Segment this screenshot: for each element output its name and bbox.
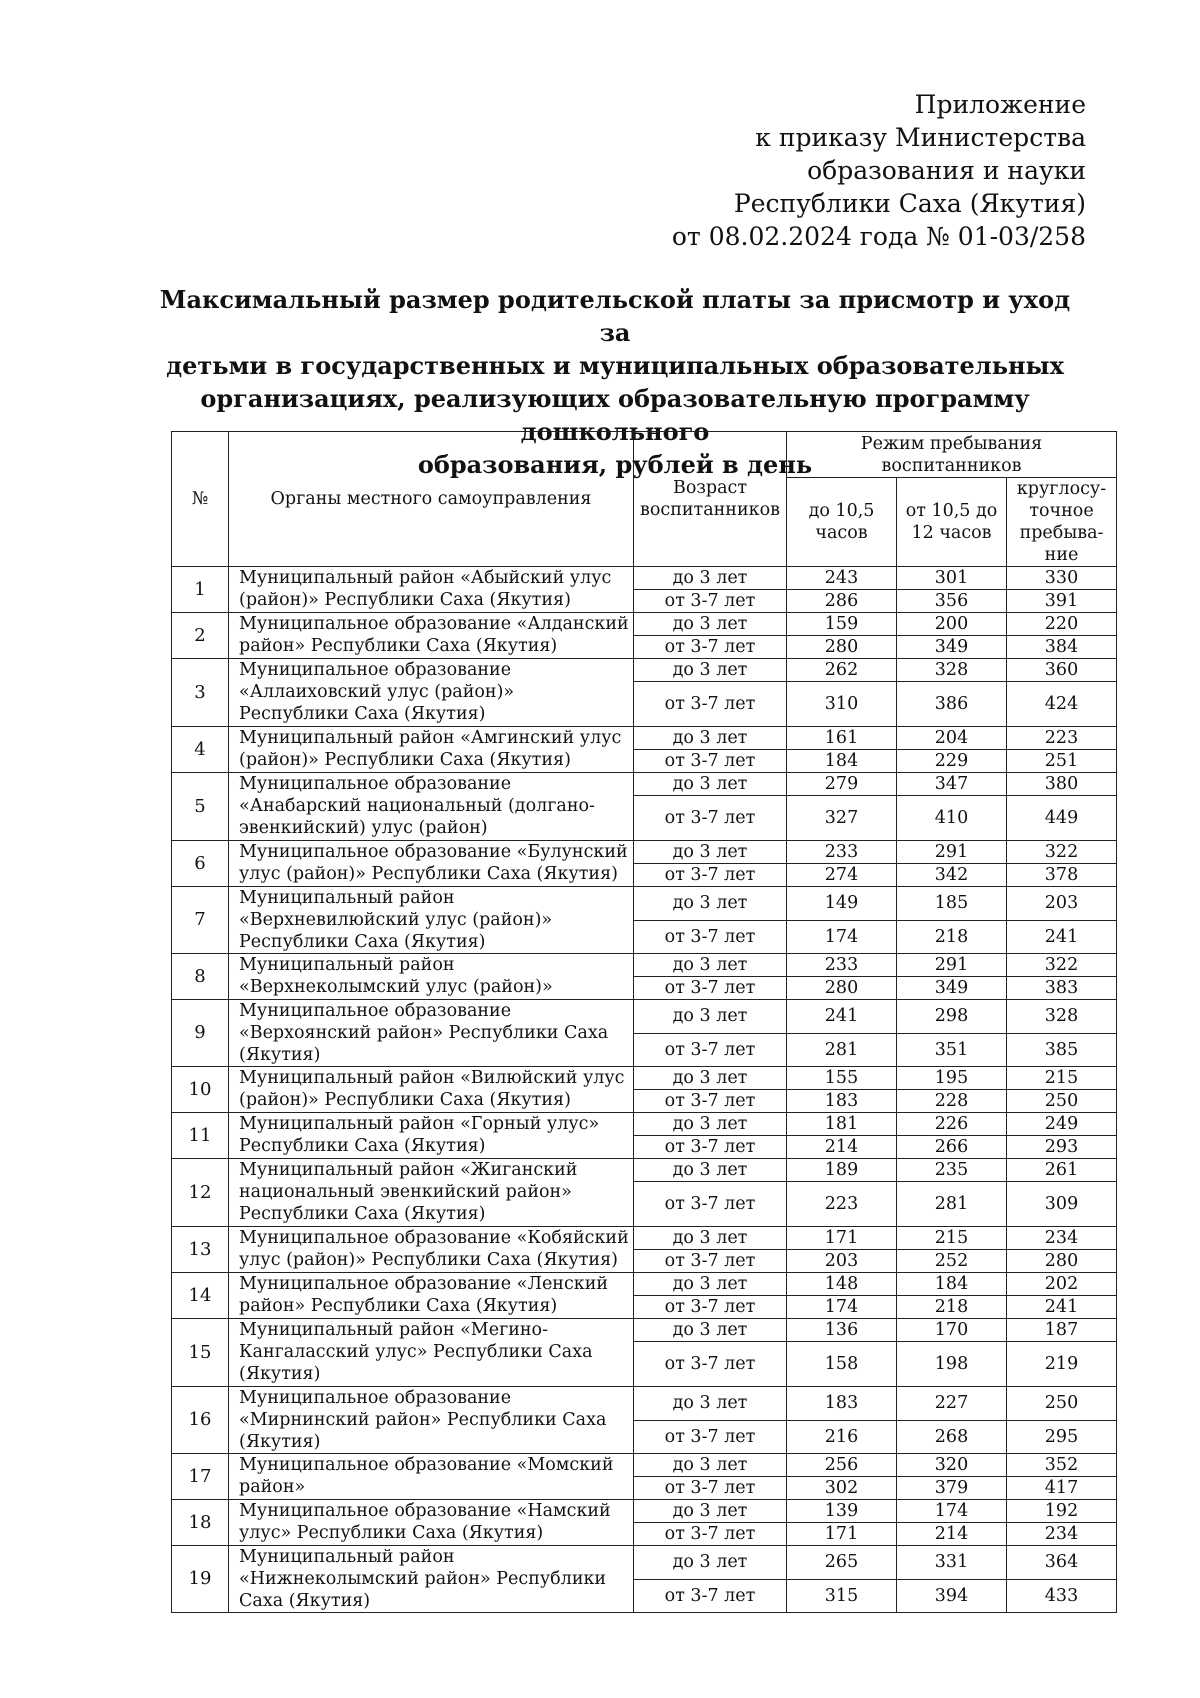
fee-round-the-clock: 360 bbox=[1007, 659, 1117, 682]
fee-up-to-10-5: 233 bbox=[787, 954, 897, 977]
appendix-line: образования и науки bbox=[807, 156, 1086, 185]
header-col-1: до 10,5 часов bbox=[787, 478, 897, 567]
header-age: Возраст воспитанников bbox=[634, 432, 787, 567]
table-row bbox=[172, 567, 1117, 590]
row-number: 10 bbox=[172, 1067, 229, 1113]
title-line: Максимальный размер родительской платы за присмотр и уход за bbox=[159, 285, 1071, 347]
fee-up-to-10-5: 281 bbox=[787, 1033, 897, 1067]
fee-10-5-to-12: 252 bbox=[897, 1250, 1007, 1273]
table-row bbox=[172, 1227, 1117, 1250]
fee-up-to-10-5: 265 bbox=[787, 1546, 897, 1580]
fee-up-to-10-5: 148 bbox=[787, 1273, 897, 1296]
row-number: 9 bbox=[172, 1000, 229, 1067]
fee-up-to-10-5: 174 bbox=[787, 1296, 897, 1319]
fee-10-5-to-12: 170 bbox=[897, 1319, 1007, 1342]
age-group: до 3 лет bbox=[634, 1500, 787, 1523]
table-row bbox=[172, 1273, 1117, 1296]
row-number: 18 bbox=[172, 1500, 229, 1546]
appendix-line: от 08.02.2024 года № 01-03/258 bbox=[671, 222, 1086, 251]
age-group: до 3 лет bbox=[634, 1000, 787, 1034]
appendix-block bbox=[672, 88, 1086, 253]
org-name: Муниципальное образование «Мирнинский район» Республики Саха (Якутия) bbox=[229, 1387, 634, 1454]
header-col-3: круглосу-точное пребыва-ние bbox=[1007, 478, 1117, 567]
fee-up-to-10-5: 171 bbox=[787, 1227, 897, 1250]
fee-10-5-to-12: 198 bbox=[897, 1342, 1007, 1387]
row-number: 3 bbox=[172, 659, 229, 727]
age-group: от 3-7 лет bbox=[634, 977, 787, 1000]
fee-up-to-10-5: 256 bbox=[787, 1454, 897, 1477]
header-mode: Режим пребывания воспитанников bbox=[787, 432, 1117, 478]
age-group: до 3 лет bbox=[634, 1113, 787, 1136]
fee-round-the-clock: 364 bbox=[1007, 1546, 1117, 1580]
fee-10-5-to-12: 200 bbox=[897, 613, 1007, 636]
org-name: Муниципальное образование «Намский улус» Республики Саха (Якутия) bbox=[229, 1500, 634, 1546]
fee-up-to-10-5: 181 bbox=[787, 1113, 897, 1136]
table-row bbox=[172, 1500, 1117, 1523]
fee-10-5-to-12: 342 bbox=[897, 864, 1007, 887]
row-number: 1 bbox=[172, 567, 229, 613]
age-group: до 3 лет bbox=[634, 727, 787, 750]
fee-round-the-clock: 380 bbox=[1007, 773, 1117, 796]
org-name: Муниципальный район «Нижнеколымский район» Республики Саха (Якутия) bbox=[229, 1546, 634, 1613]
fee-round-the-clock: 192 bbox=[1007, 1500, 1117, 1523]
org-name: Муниципальное образование «Момский район» bbox=[229, 1454, 634, 1500]
fee-10-5-to-12: 218 bbox=[897, 1296, 1007, 1319]
age-group: до 3 лет bbox=[634, 1159, 787, 1182]
row-number: 13 bbox=[172, 1227, 229, 1273]
fee-up-to-10-5: 280 bbox=[787, 636, 897, 659]
fee-up-to-10-5: 171 bbox=[787, 1523, 897, 1546]
fee-up-to-10-5: 302 bbox=[787, 1477, 897, 1500]
org-name: Муниципальный район «Горный улус» Республики Саха (Якутия) bbox=[229, 1113, 634, 1159]
fee-up-to-10-5: 139 bbox=[787, 1500, 897, 1523]
table-row bbox=[172, 887, 1117, 921]
fee-round-the-clock: 223 bbox=[1007, 727, 1117, 750]
fee-10-5-to-12: 331 bbox=[897, 1546, 1007, 1580]
fee-round-the-clock: 417 bbox=[1007, 1477, 1117, 1500]
fee-10-5-to-12: 349 bbox=[897, 977, 1007, 1000]
age-group: от 3-7 лет bbox=[634, 1296, 787, 1319]
fee-10-5-to-12: 328 bbox=[897, 659, 1007, 682]
org-name: Муниципальное образование «Аллаиховский улус (район)» Республики Саха (Якутия) bbox=[229, 659, 634, 727]
fee-10-5-to-12: 301 bbox=[897, 567, 1007, 590]
org-name: Муниципальный район «Верхневилюйский улус (район)» Республики Саха (Якутия) bbox=[229, 887, 634, 954]
table-row bbox=[172, 659, 1117, 682]
fee-round-the-clock: 384 bbox=[1007, 636, 1117, 659]
fee-round-the-clock: 241 bbox=[1007, 1296, 1117, 1319]
fee-10-5-to-12: 174 bbox=[897, 1500, 1007, 1523]
age-group: от 3-7 лет bbox=[634, 636, 787, 659]
age-group: от 3-7 лет bbox=[634, 1342, 787, 1387]
fee-up-to-10-5: 280 bbox=[787, 977, 897, 1000]
org-name: Муниципальное образование «Анабарский национальный (долгано-эвенкийский) улус (район) bbox=[229, 773, 634, 841]
org-name: Муниципальный район «Жиганский национальный эвенкийский район» Республики Саха (Якутия) bbox=[229, 1159, 634, 1227]
age-group: от 3-7 лет bbox=[634, 1136, 787, 1159]
fee-round-the-clock: 202 bbox=[1007, 1273, 1117, 1296]
fee-round-the-clock: 187 bbox=[1007, 1319, 1117, 1342]
age-group: от 3-7 лет bbox=[634, 1182, 787, 1227]
fee-up-to-10-5: 158 bbox=[787, 1342, 897, 1387]
age-group: от 3-7 лет bbox=[634, 1250, 787, 1273]
row-number: 14 bbox=[172, 1273, 229, 1319]
fee-up-to-10-5: 183 bbox=[787, 1387, 897, 1421]
fee-table bbox=[171, 431, 1117, 1613]
age-group: до 3 лет bbox=[634, 1546, 787, 1580]
row-number: 8 bbox=[172, 954, 229, 1000]
fee-round-the-clock: 280 bbox=[1007, 1250, 1117, 1273]
fee-10-5-to-12: 291 bbox=[897, 841, 1007, 864]
table-row bbox=[172, 1319, 1117, 1342]
age-group: до 3 лет bbox=[634, 613, 787, 636]
age-group: до 3 лет bbox=[634, 773, 787, 796]
fee-10-5-to-12: 410 bbox=[897, 796, 1007, 841]
fee-up-to-10-5: 155 bbox=[787, 1067, 897, 1090]
row-number: 7 bbox=[172, 887, 229, 954]
fee-up-to-10-5: 310 bbox=[787, 682, 897, 727]
age-group: до 3 лет bbox=[634, 1273, 787, 1296]
appendix-line: Республики Саха (Якутия) bbox=[733, 189, 1086, 218]
row-number: 16 bbox=[172, 1387, 229, 1454]
fee-up-to-10-5: 161 bbox=[787, 727, 897, 750]
age-group: до 3 лет bbox=[634, 659, 787, 682]
fee-10-5-to-12: 228 bbox=[897, 1090, 1007, 1113]
org-name: Муниципальное образование «Кобяйский улус (район)» Республики Саха (Якутия) bbox=[229, 1227, 634, 1273]
fee-round-the-clock: 234 bbox=[1007, 1523, 1117, 1546]
fee-up-to-10-5: 184 bbox=[787, 750, 897, 773]
table-row bbox=[172, 954, 1117, 977]
fee-up-to-10-5: 136 bbox=[787, 1319, 897, 1342]
fee-up-to-10-5: 174 bbox=[787, 920, 897, 954]
fee-up-to-10-5: 149 bbox=[787, 887, 897, 921]
fee-round-the-clock: 220 bbox=[1007, 613, 1117, 636]
fee-10-5-to-12: 227 bbox=[897, 1387, 1007, 1421]
fee-round-the-clock: 322 bbox=[1007, 841, 1117, 864]
fee-round-the-clock: 251 bbox=[1007, 750, 1117, 773]
fee-10-5-to-12: 226 bbox=[897, 1113, 1007, 1136]
fee-up-to-10-5: 159 bbox=[787, 613, 897, 636]
table-row bbox=[172, 1113, 1117, 1136]
fee-up-to-10-5: 189 bbox=[787, 1159, 897, 1182]
header-num: № bbox=[172, 432, 229, 567]
fee-round-the-clock: 250 bbox=[1007, 1387, 1117, 1421]
fee-10-5-to-12: 379 bbox=[897, 1477, 1007, 1500]
table-row bbox=[172, 1454, 1117, 1477]
title-line: детьми в государственных и муниципальных образовательных bbox=[166, 351, 1064, 380]
fee-10-5-to-12: 184 bbox=[897, 1273, 1007, 1296]
org-name: Муниципальный район «Мегино-Кангаласский улус» Республики Саха (Якутия) bbox=[229, 1319, 634, 1387]
fee-10-5-to-12: 386 bbox=[897, 682, 1007, 727]
fee-round-the-clock: 433 bbox=[1007, 1579, 1117, 1613]
fee-10-5-to-12: 266 bbox=[897, 1136, 1007, 1159]
fee-10-5-to-12: 291 bbox=[897, 954, 1007, 977]
fee-up-to-10-5: 262 bbox=[787, 659, 897, 682]
fee-10-5-to-12: 218 bbox=[897, 920, 1007, 954]
row-number: 4 bbox=[172, 727, 229, 773]
fee-10-5-to-12: 394 bbox=[897, 1579, 1007, 1613]
fee-round-the-clock: 261 bbox=[1007, 1159, 1117, 1182]
age-group: до 3 лет bbox=[634, 1319, 787, 1342]
fee-round-the-clock: 424 bbox=[1007, 682, 1117, 727]
table-row bbox=[172, 613, 1117, 636]
appendix-line: к приказу Министерства bbox=[755, 123, 1086, 152]
age-group: от 3-7 лет bbox=[634, 920, 787, 954]
title-line: образования, рублей в день bbox=[417, 450, 813, 479]
fee-up-to-10-5: 327 bbox=[787, 796, 897, 841]
fee-10-5-to-12: 235 bbox=[897, 1159, 1007, 1182]
fee-round-the-clock: 383 bbox=[1007, 977, 1117, 1000]
fee-round-the-clock: 249 bbox=[1007, 1113, 1117, 1136]
age-group: до 3 лет bbox=[634, 841, 787, 864]
org-name: Муниципальный район «Абыйский улус (район)» Республики Саха (Якутия) bbox=[229, 567, 634, 613]
fee-up-to-10-5: 286 bbox=[787, 590, 897, 613]
org-name: Муниципальное образование «Булунский улус (район)» Республики Саха (Якутия) bbox=[229, 841, 634, 887]
row-number: 12 bbox=[172, 1159, 229, 1227]
age-group: от 3-7 лет bbox=[634, 796, 787, 841]
fee-up-to-10-5: 241 bbox=[787, 1000, 897, 1034]
fee-round-the-clock: 449 bbox=[1007, 796, 1117, 841]
row-number: 2 bbox=[172, 613, 229, 659]
fee-10-5-to-12: 195 bbox=[897, 1067, 1007, 1090]
fee-10-5-to-12: 281 bbox=[897, 1182, 1007, 1227]
fee-round-the-clock: 234 bbox=[1007, 1227, 1117, 1250]
fee-up-to-10-5: 243 bbox=[787, 567, 897, 590]
fee-10-5-to-12: 229 bbox=[897, 750, 1007, 773]
table-row bbox=[172, 1546, 1117, 1580]
fee-round-the-clock: 250 bbox=[1007, 1090, 1117, 1113]
org-name: Муниципальное образование «Ленский район» Республики Саха (Якутия) bbox=[229, 1273, 634, 1319]
fee-up-to-10-5: 279 bbox=[787, 773, 897, 796]
fee-round-the-clock: 309 bbox=[1007, 1182, 1117, 1227]
table-row bbox=[172, 1387, 1117, 1421]
org-name: Муниципальный район «Амгинский улус (район)» Республики Саха (Якутия) bbox=[229, 727, 634, 773]
fee-10-5-to-12: 320 bbox=[897, 1454, 1007, 1477]
header-org: Органы местного самоуправления bbox=[229, 432, 634, 567]
fee-up-to-10-5: 216 bbox=[787, 1420, 897, 1454]
title-line: организациях, реализующих образовательную программу дошкольного bbox=[200, 384, 1030, 446]
age-group: от 3-7 лет bbox=[634, 864, 787, 887]
age-group: от 3-7 лет bbox=[634, 1523, 787, 1546]
row-number: 11 bbox=[172, 1113, 229, 1159]
fee-round-the-clock: 385 bbox=[1007, 1033, 1117, 1067]
fee-10-5-to-12: 347 bbox=[897, 773, 1007, 796]
age-group: от 3-7 лет bbox=[634, 682, 787, 727]
age-group: от 3-7 лет bbox=[634, 1090, 787, 1113]
fee-round-the-clock: 215 bbox=[1007, 1067, 1117, 1090]
fee-10-5-to-12: 356 bbox=[897, 590, 1007, 613]
appendix-line: Приложение bbox=[914, 90, 1086, 119]
fee-up-to-10-5: 223 bbox=[787, 1182, 897, 1227]
fee-round-the-clock: 378 bbox=[1007, 864, 1117, 887]
age-group: до 3 лет bbox=[634, 1067, 787, 1090]
row-number: 17 bbox=[172, 1454, 229, 1500]
table-row bbox=[172, 841, 1117, 864]
fee-round-the-clock: 352 bbox=[1007, 1454, 1117, 1477]
age-group: от 3-7 лет bbox=[634, 750, 787, 773]
age-group: до 3 лет bbox=[634, 1387, 787, 1421]
org-name: Муниципальный район «Вилюйский улус (район)» Республики Саха (Якутия) bbox=[229, 1067, 634, 1113]
fee-round-the-clock: 328 bbox=[1007, 1000, 1117, 1034]
fee-round-the-clock: 219 bbox=[1007, 1342, 1117, 1387]
fee-round-the-clock: 330 bbox=[1007, 567, 1117, 590]
fee-10-5-to-12: 351 bbox=[897, 1033, 1007, 1067]
fee-10-5-to-12: 349 bbox=[897, 636, 1007, 659]
table-row bbox=[172, 1159, 1117, 1182]
fee-up-to-10-5: 233 bbox=[787, 841, 897, 864]
row-number: 15 bbox=[172, 1319, 229, 1387]
table-row bbox=[172, 1000, 1117, 1034]
header-col-2: от 10,5 до 12 часов bbox=[897, 478, 1007, 567]
fee-10-5-to-12: 185 bbox=[897, 887, 1007, 921]
row-number: 6 bbox=[172, 841, 229, 887]
age-group: до 3 лет bbox=[634, 1454, 787, 1477]
age-group: от 3-7 лет bbox=[634, 590, 787, 613]
row-number: 19 bbox=[172, 1546, 229, 1613]
fee-round-the-clock: 293 bbox=[1007, 1136, 1117, 1159]
age-group: от 3-7 лет bbox=[634, 1420, 787, 1454]
fee-round-the-clock: 203 bbox=[1007, 887, 1117, 921]
fee-up-to-10-5: 203 bbox=[787, 1250, 897, 1273]
table-row bbox=[172, 1067, 1117, 1090]
fee-round-the-clock: 322 bbox=[1007, 954, 1117, 977]
age-group: до 3 лет bbox=[634, 1227, 787, 1250]
fee-up-to-10-5: 183 bbox=[787, 1090, 897, 1113]
org-name: Муниципальное образование «Верхоянский район» Республики Саха (Якутия) bbox=[229, 1000, 634, 1067]
fee-up-to-10-5: 214 bbox=[787, 1136, 897, 1159]
fee-round-the-clock: 295 bbox=[1007, 1420, 1117, 1454]
age-group: до 3 лет bbox=[634, 954, 787, 977]
table-row bbox=[172, 773, 1117, 796]
fee-round-the-clock: 391 bbox=[1007, 590, 1117, 613]
fee-10-5-to-12: 298 bbox=[897, 1000, 1007, 1034]
fee-10-5-to-12: 268 bbox=[897, 1420, 1007, 1454]
age-group: от 3-7 лет bbox=[634, 1033, 787, 1067]
fee-up-to-10-5: 315 bbox=[787, 1579, 897, 1613]
row-number: 5 bbox=[172, 773, 229, 841]
org-name: Муниципальный район «Верхнеколымский улус (район)» bbox=[229, 954, 634, 1000]
age-group: до 3 лет bbox=[634, 887, 787, 921]
age-group: до 3 лет bbox=[634, 567, 787, 590]
fee-round-the-clock: 241 bbox=[1007, 920, 1117, 954]
age-group: от 3-7 лет bbox=[634, 1579, 787, 1613]
org-name: Муниципальное образование «Алданский район» Республики Саха (Якутия) bbox=[229, 613, 634, 659]
age-group: от 3-7 лет bbox=[634, 1477, 787, 1500]
fee-10-5-to-12: 214 bbox=[897, 1523, 1007, 1546]
fee-10-5-to-12: 215 bbox=[897, 1227, 1007, 1250]
table-row bbox=[172, 727, 1117, 750]
fee-10-5-to-12: 204 bbox=[897, 727, 1007, 750]
fee-up-to-10-5: 274 bbox=[787, 864, 897, 887]
